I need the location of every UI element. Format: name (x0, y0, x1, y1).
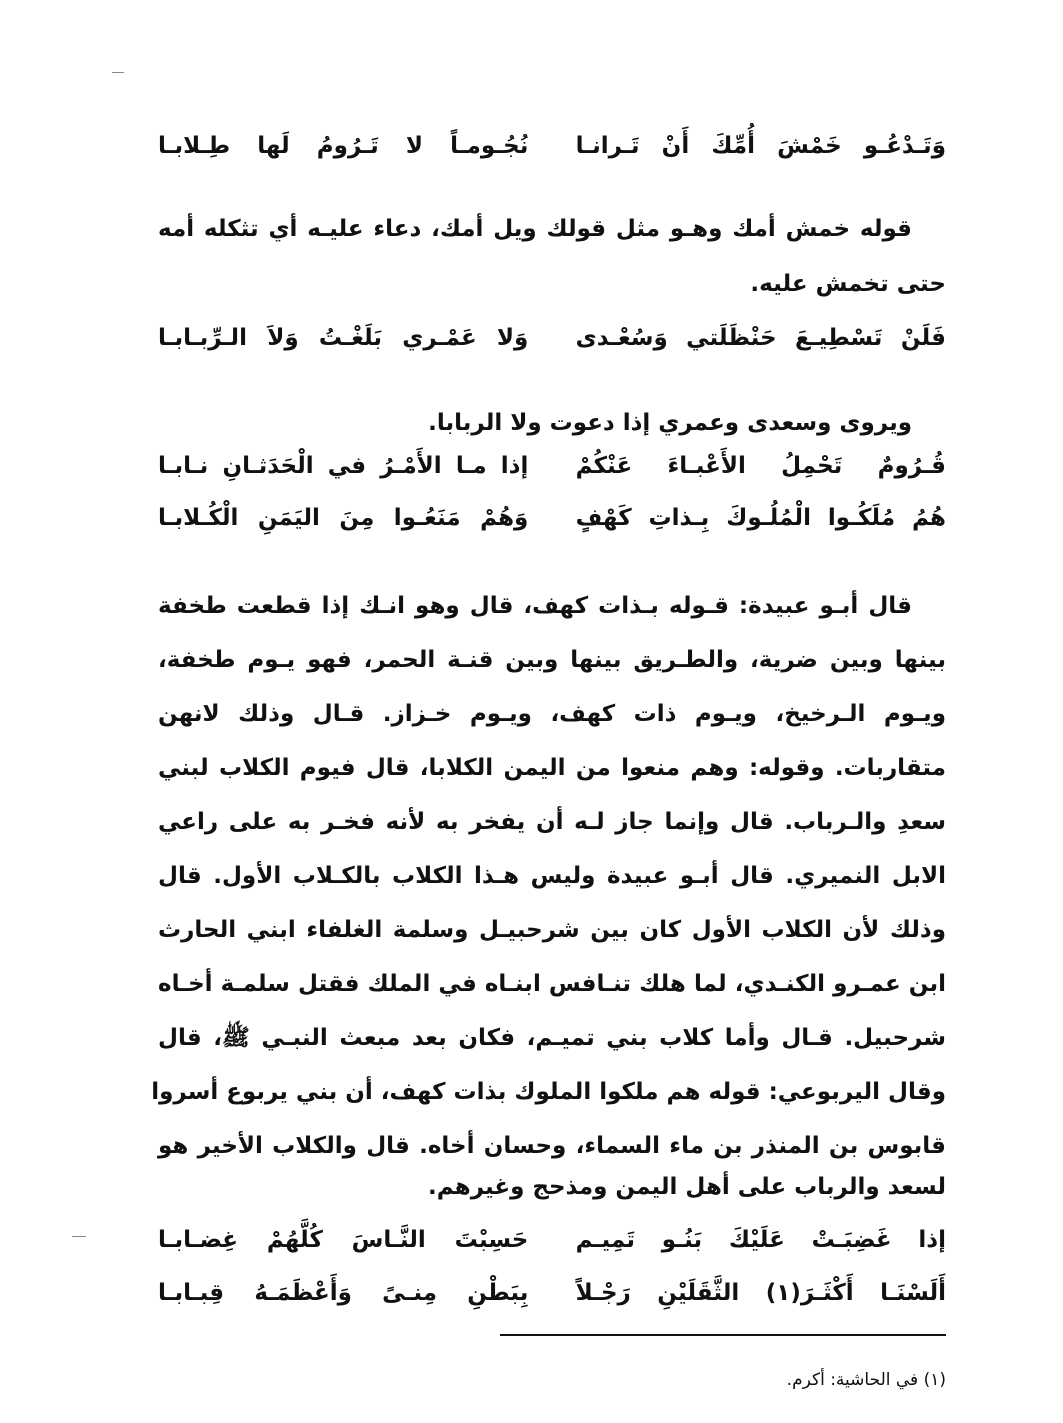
verse-line (158, 1282, 946, 1305)
verse-line (158, 455, 946, 478)
hemistich: حَسِبْتَ النَّـاسَ كُلَّهُمْ غِضـابـا (158, 1227, 529, 1253)
verse-line (158, 135, 946, 158)
prose-line: قابوس بن المنذر بن ماء السماء، وحسان أخاه. قال والكلاب الأخير هو (158, 1133, 946, 1159)
verse-line (158, 507, 946, 530)
prose-line: قال أبـو عبيدة: قـوله بـذات كهف، قال وهو انـك إذا قطعت طخفة (158, 593, 912, 619)
prose-line: الابل النميري. قال أبـو عبيدة وليس هـذا الكلاب بالكـلاب الأول. قال (158, 863, 946, 889)
prose-line: وذلك لأن الكلاب الأول كان بين شرحبيـل وسلمة الغلفاء ابني الحارث (158, 917, 946, 943)
hemistich: أَلَسْنَـا أَكْثَـرَ(١) الثَّقَلَيْنِ رَجْـلاً (575, 1280, 946, 1306)
hemistich: إذا غَضِبَـتْ عَلَيْكَ بَنُـو تَمِيـم (575, 1227, 946, 1253)
footnote: (١) في الحاشية: أكرم. (786, 1370, 946, 1390)
hemistich: وَتَـدْعُـو خَمْشَ أُمِّكَ أَنْ تَـرانـا (575, 133, 946, 159)
verse-line (158, 327, 946, 350)
prose-line: قوله خمش أمك وهـو مثل قولك ويل أمك، دعاء عليـه أي تثكله أمه (158, 216, 912, 242)
footnote-divider (500, 1334, 946, 1336)
prose-line: ويـوم الـرخيخ، ويـوم ذات كهف، ويـوم خـزاز. قـال وذلك لانهن (158, 701, 946, 727)
hemistich: فَلَنْ تَسْطِيـعَ حَنْظَلَتي وَسُعْـدى (575, 325, 946, 351)
prose-line: شرحبيل. قـال وأما كلاب بني تميـم، فكان بعد مبعث النبـي ﷺ، قال (158, 1025, 946, 1051)
prose-line: سعدِ والـرباب. قال وإنما جاز لـه أن يفخر به لأنه فخـر به على راعي (158, 809, 946, 835)
verse-line (158, 1229, 946, 1252)
prose-line: ابن عمـرو الكنـدي، لما هلك تنـافس ابنـاه في الملك فقتل سلمـة أخـاه (158, 971, 946, 997)
hemistich: إذا مـا الأَمْـرُ في الْحَدَثـانِ نـابـا (158, 453, 529, 479)
prose-line: حتى تخمش عليه. (750, 271, 946, 297)
prose-line: متقاربات. وقوله: وهم منعوا من اليمن الكلابا، قال فيوم الكلاب لبني (158, 755, 946, 781)
scan-mark (112, 72, 124, 73)
prose-line: وقال اليربوعي: قوله هم ملكوا الملوك بذات كهف، أن بني يربوع أسروا (151, 1079, 946, 1105)
hemistich: وَهُمْ مَنَعُـوا مِنَ اليَمَنِ الْكُـلابـا (158, 505, 529, 531)
hemistich: وَلا عَمْـري بَلَغْـتُ وَلاَ الـرِّبـابـا (158, 325, 529, 351)
scan-mark (72, 1236, 86, 1237)
hemistich: بِبَطْنِ مِنـىً وَأَعْظَمَـهُ قِبـابـا (158, 1280, 529, 1306)
hemistich: نُجُـومـاً لا تَـرُومُ لَها طِـلابـا (158, 133, 529, 159)
prose-line: بينها وبين ضرية، والطـريق بينها وبين قنـة الحمر، فهو يـوم طخفة، (158, 647, 946, 673)
prose-line: ويروى وسعدى وعمري إذا دعوت ولا الربابا. (428, 410, 912, 436)
hemistich: هُمُ مُلَكُـوا الْمُلُـوكَ بِـذاتِ كَهْفٍ (575, 505, 946, 531)
hemistich: قُـرُومٌ تَحْمِلُ الأَعْبـاءَ عَنْكُمْ (575, 453, 946, 479)
prose-line: لسعد والرباب على أهل اليمن ومذحج وغيرهم. (427, 1174, 946, 1200)
